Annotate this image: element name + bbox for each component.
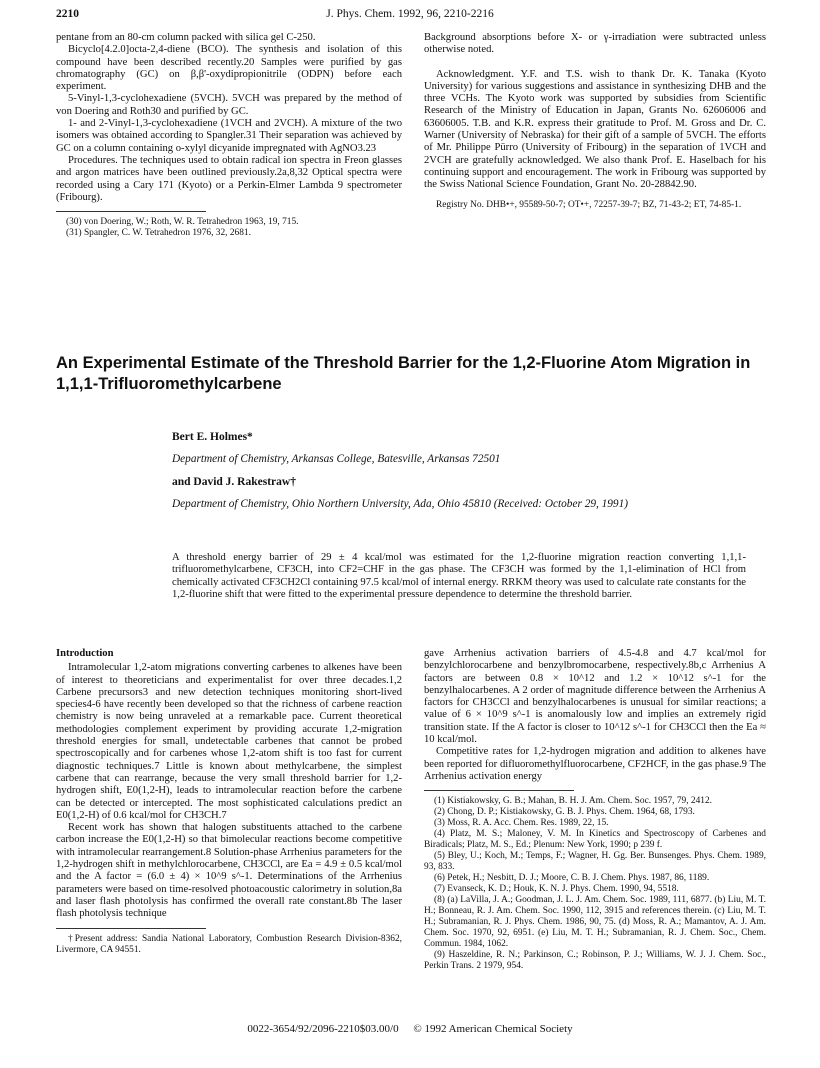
- page-footer: [0, 1023, 820, 1035]
- reference-item: (2) Chong, D. P.; Kistiakowsky, G. B. J. Phys. Chem. 1964, 68, 1793.: [434, 807, 695, 818]
- affiliation-2: Department of Chemistry, Ohio Northern University, Ada, Ohio 45810 (Received: October 29, 1991): [172, 498, 628, 510]
- prev-paragraph: Procedures. The techniques used to obtain radical ion spectra in Freon glasses and argon matrices have been outlined previously.2a,8,32 Optical spectra were recorded using a Cary 171 (Kyoto) or a Perkin-Elmer Lambda 9 spectrometer (Fribourg).: [56, 154, 402, 203]
- section-heading: Introduction: [56, 648, 114, 659]
- prev-paragraph: Background absorptions before X- or γ-irradiation were subtracted unless otherwise noted.: [424, 32, 766, 56]
- reference-item: (5) Bley, U.; Koch, M.; Temps, F.; Wagner, H. Gg. Ber. Bunsenges. Phys. Chem. 1989, 93, 833.: [424, 851, 766, 873]
- copyright: © 1992 American Chemical Society: [413, 1023, 573, 1035]
- footnote-divider: [56, 211, 206, 212]
- prev-paragraph: 5-Vinyl-1,3-cyclohexadiene (5VCH). 5VCH was prepared by the method of von Doering and Roth30 and purified by GC.: [56, 93, 402, 117]
- body-paragraph: Intramolecular 1,2-atom migrations converting carbenes to alkenes have been of interest to theoreticians and experimentalist for over three decades.1,2 Carbene precursors3 and new detection techniques monitoring short-lived species4-6 have recently been developed so that the richness of carbene reaction chemistry is now being unraveled at a remarkable pace. Current theoretical methodologies complement experiment by providing accurate 1,2-migration threshold energies for small, undetectable carbenes that cannot be probed spectroscopically and for carbenes whose 1,2-atom shift is too fast for current diagnostic techniques.7 Little is known about methylcarbene, the simplest carbene that can rearrange, because the very small threshold barrier for 1,2-hydrogen shift, E0(1,2-H), leads to intramolecular reaction before the carbene can be detected or intercepted. The most sophisticated calculations predict an E0(1,2-H) of 0.6 kcal/mol for CH3CH.7: [56, 662, 402, 821]
- prev-paragraph: pentane from an 80-cm column packed with silica gel C-250.: [56, 32, 316, 43]
- body-paragraph: gave Arrhenius activation barriers of 4.5-4.8 and 4.7 kcal/mol for benzylchlorocarbene and benzylbromocarbene, respectively.8b,c Arrhenius A factors are between 0.8 × 10^12 and 1.2 × 10^12 s^-1 for the benzylhalocarbenes. A 2 order of magnitude difference between the Arrhenius A factors for CH3CCl and benzylhalocarbenes is unusual for similar reactions; a value of 6 × 10^9 s^-1 is anomalously low and implies an extremely rigid transition state. If the A factor is closer to 10^12 s^-1 for CH3CCl then the Ea ≈ 10 kcal/mol.: [424, 648, 766, 746]
- author-1: Bert E. Holmes*: [172, 431, 253, 443]
- reference-item: (4) Platz, M. S.; Maloney, V. M. In Kinetics and Spectroscopy of Carbenes and Biradicals; Platz, M. S., Ed.; Plenum: New York, 1990; p 239 f.: [424, 829, 766, 851]
- reference-item: (7) Evanseck, K. D.; Houk, K. N. J. Phys. Chem. 1990, 94, 5518.: [434, 884, 679, 895]
- footnote: (30) von Doering, W.; Roth, W. R. Tetrahedron 1963, 19, 715.: [66, 217, 299, 228]
- article-right-column: [424, 648, 766, 972]
- article-left-column: [56, 648, 402, 956]
- prev-article-left-column: [56, 32, 402, 239]
- journal-citation: J. Phys. Chem. 1992, 96, 2210-2216: [326, 8, 494, 20]
- reference-item: (6) Petek, H.; Nesbitt, D. J.; Moore, C. B. J. Chem. Phys. 1987, 86, 1189.: [434, 873, 710, 884]
- body-paragraph: Competitive rates for 1,2-hydrogen migration and addition to alkenes have been reported for difluoromethylfluorocarbene, CF2HCF, in the gas phase.9 The Arrhenius activation energy: [424, 746, 766, 782]
- footnote-divider: [56, 928, 206, 929]
- references-list: [424, 796, 766, 972]
- prev-paragraph: Bicyclo[4.2.0]octa-2,4-diene (BCO). The synthesis and isolation of this compound have been described recently.20 Samples were purified by gas chromatography (GC) on β,β'-oxydipropionitrile (ODPN) before each experiment.: [56, 44, 402, 93]
- running-header: [56, 8, 764, 26]
- references-divider: [424, 790, 574, 791]
- body-paragraph: Recent work has shown that halogen substituents attached to the carbene carbon increase the E0(1,2-H) so that bimolecular reactions become competitive with intramolecular rearrangement.8 Solution-phase Arrhenius parameters for the 1,2-hydrogen shift in methylchlorocarbene, CH3CCl, are Ea = 4.9 ± 0.5 kcal/mol and the A factor = (6.0 ± 4) × 10^9 s^-1. Determinations of the Arrhenius parameters were based on time-resolved photoacoustic calorimetry in solution,8a and laser flash photolysis has confirmed the overall rate constant.8b The laser flash photolysis technique: [56, 822, 402, 920]
- reference-item: (9) Haszeldine, R. N.; Parkinson, C.; Robinson, P. J.; Williams, W. J. J. Chem. Soc., Perkin Trans. 2 1979, 954.: [424, 950, 766, 972]
- registry-numbers: Registry No. DHB•+, 95589-50-7; OT•+, 72257-39-7; BZ, 71-43-2; ET, 74-85-1.: [436, 199, 742, 210]
- prev-article-right-column: [424, 32, 766, 211]
- author-2: and David J. Rakestraw†: [172, 476, 296, 488]
- reference-item: (8) (a) LaVilla, J. A.; Goodman, J. L. J. Am. Chem. Soc. 1989, 111, 6877. (b) Liu, M. T. H.; Bonneau, R. J. Am. Chem. Soc. 1990, 112, 3915 and references therein. (c) Liu, M. T. H.; Subramanian, R. J. Phys. Chem. 1986, 90, 75. (d) Moss, R. A.; Mamantov, A. J. Am. Chem. Soc. 1970, 92, 6951. (e) Liu, M. T. H.; Subramanian, R. J. Chem. Soc., Chem. Commun. 1984, 1062.: [424, 895, 766, 950]
- article-title: An Experimental Estimate of the Threshold Barrier for the 1,2-Fluorine Atom Migration in 1,1,1-Trifluoromethylcarbene: [56, 354, 751, 393]
- prev-footnotes: [56, 217, 402, 239]
- affiliation-1: Department of Chemistry, Arkansas College, Batesville, Arkansas 72501: [172, 453, 501, 465]
- present-address-note: †Present address: Sandia National Laboratory, Combustion Research Division-8362, Livermore, CA 94551.: [56, 933, 402, 955]
- reference-item: (3) Moss, R. A. Acc. Chem. Res. 1989, 22, 15.: [434, 818, 609, 829]
- footnote: (31) Spangler, C. W. Tetrahedron 1976, 32, 2681.: [66, 228, 251, 239]
- page-number: 2210: [56, 8, 79, 20]
- acknowledgment: Acknowledgment. Y.F. and T.S. wish to thank Dr. K. Tanaka (Kyoto University) for various suggestions and assistance in synthesizing DHB and the three VCHs. The Kyoto work was supported by subsidies from Scientific Research of the Ministry of Education in Japan, Grants No. 62606006 and 63606005. T.B. and K.R. express their gratitude to Prof. M. Gross and Dr. C. Warner (University of Nebraska) for their gift of a sample of 5VCH. The efforts of Mr. Philippe Pürro (University of Fribourg) in the separation of 1VCH and 2VCH are gratefully acknowledged. We also thank Prof. E. Haselbach for his continuing support and encouragement. The work in Fribourg was supported by the Swiss National Science Foundation, Grant No. 20-28842.90.: [424, 68, 766, 191]
- abstract: A threshold energy barrier of 29 ± 4 kcal/mol was estimated for the 1,2-fluorine migration reaction converting 1,1,1-trifluoromethylcarbene, CF3CH, into CF2=CHF in the gas phase. The CF3CH was formed by the 1,1-elimination of HCl from chemically activated CF3CH2Cl containing 97.5 kcal/mol of internal energy. RRKM theory was used to calculate rate constants for the 1,2-fluorine shift that were fitted to the experimental pressure dependence to determine the threshold barrier.: [172, 552, 746, 600]
- reference-item: (1) Kistiakowsky, G. B.; Mahan, B. H. J. Am. Chem. Soc. 1957, 79, 2412.: [434, 796, 713, 807]
- article-code: 0022-3654/92/2096-2210$03.00/0: [247, 1023, 399, 1035]
- prev-paragraph: 1- and 2-Vinyl-1,3-cyclohexadiene (1VCH and 2VCH). A mixture of the two isomers was obtained according to Spangler.31 Their separation was achieved by GC on a column containing o-xylyl dicyanide impregnated with AgNO3.23: [56, 118, 402, 154]
